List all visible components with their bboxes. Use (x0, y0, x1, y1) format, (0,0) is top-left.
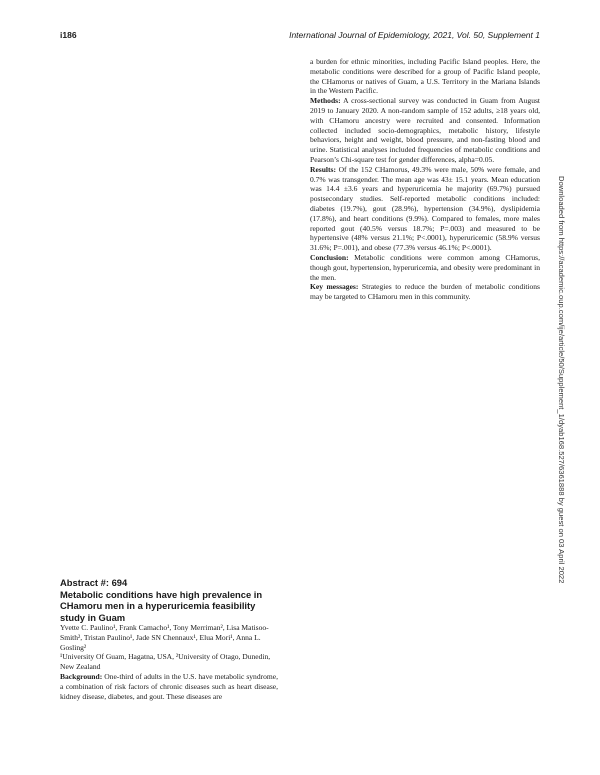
methods-text: A cross-sectional survey was conducted in Guam from August 2019 to January 2020. A non-random sample of 152 adults, ≥18 years old, with CHamoru ancestry were recruited and consented. Information collected included socio-demographics, metabolic history, lifestyle behaviors, height and weight, blood pressure, and non-fasting blood and urine. Statistical analyses included frequencies of metabolic conditions and Pearson’s Chi-square test for gender differences, alpha=0.05. (310, 96, 540, 164)
abstract-title: Metabolic conditions have high prevalence in CHamoru men in a hyperuricemia feasibility study in Guam (60, 588, 263, 623)
background-label: Background: (60, 671, 103, 681)
results-label: Results: (310, 164, 336, 174)
journal-citation: International Journal of Epidemiology, 2021, Vol. 50, Supplement 1 (289, 30, 540, 40)
background-continuation: a burden for ethnic minorities, including Pacific Island peoples. Here, the metabolic conditions were described for a group of Pacific Island people, the CHamorus or natives of Guam, a U.S. Territory in the Mariana Islands in the Western Pacific. (310, 57, 540, 96)
results-section (310, 165, 540, 253)
methods-section (310, 96, 540, 165)
author-list: Yvette C. Paulino¹, Frank Camacho¹, Tony Merriman², Lisa Matisoo-Smith², Tristan Paulino¹, Jade SN Chennaux¹, Elua Mori¹, Anna L. Gosling² (60, 623, 269, 652)
download-watermark: Downloaded from https://academic.oup.com/ije/article/50/Supplement_1/dyab168.527/6361888 by guest on 03 April 2022 (557, 176, 566, 584)
conclusion-text: Metabolic conditions were common among CHamorus, though gout, hypertension, hyperuricemia, and obesity were predominant in the men. (310, 252, 540, 282)
background-section (60, 672, 278, 701)
conclusion-label: Conclusion: (310, 252, 349, 262)
key-messages-section (310, 282, 540, 302)
affiliations: ¹University Of Guam, Hagatna, USA, ²University of Otago, Dunedin, New Zealand (60, 652, 271, 672)
abstract-number: Abstract #: 694 (60, 577, 128, 588)
left-column (60, 577, 278, 701)
right-column (310, 57, 540, 302)
methods-label: Methods: (310, 96, 341, 106)
background-text: One-third of adults in the U.S. have metabolic syndrome, a combination of risk factors of chronic diseases such as heart disease, kidney disease, diabetes, and gout. These diseases are (60, 671, 278, 701)
conclusion-section (310, 253, 540, 282)
results-text: Of the 152 CHamorus, 49.3% were male, 50% were female, and 0.7% was transgender. The mean age was 43± 15.1 years. Mean education was 14.4 ±3.6 years and hyperuricemia he majority (69.7%) pursued postsecondary studies. Self-reported metabolic conditions included: diabetes (19.7%), gout (28.9%), hypertension (34.9%), dyslipidemia (17.8%), and heart conditions (9.9%). Compared to females, more males reported gout (40.5% versus 18.7%; P=.003) and measured to be hypertensive (48% versus 21.1%; P<.0001), hyperuricemic (58.9% versus 31.6%; P=.001), and obese (77.3% versus 46.1%; P<.0001). (310, 164, 540, 253)
key-messages-text: Strategies to reduce the burden of metabolic conditions may be targeted to CHamoru men in this community. (310, 282, 540, 302)
key-messages-label: Key messages: (310, 282, 359, 292)
page-number: i186 (60, 30, 77, 40)
